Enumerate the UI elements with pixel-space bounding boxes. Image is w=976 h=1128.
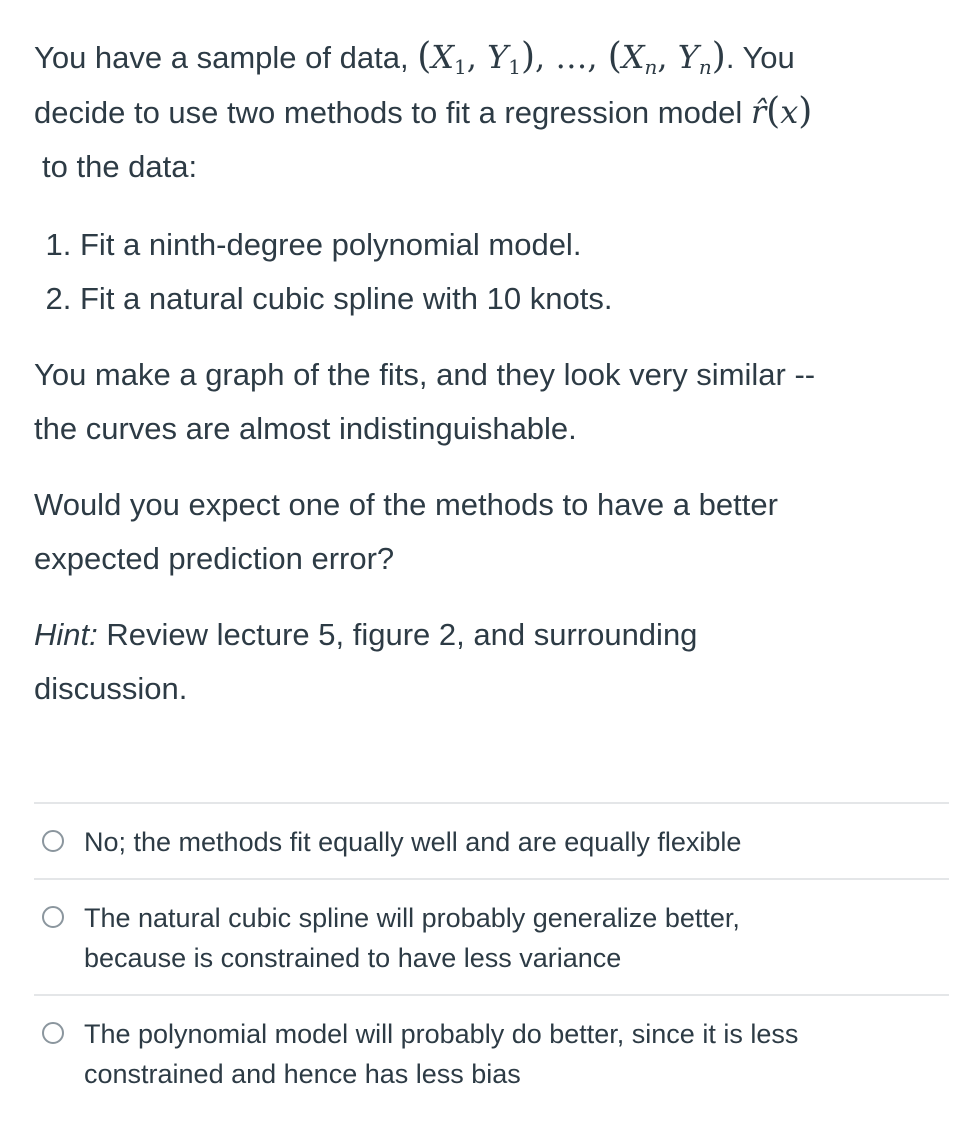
intro-suffix: . You <box>725 40 795 75</box>
question-body <box>34 30 949 716</box>
answer-label-2[interactable]: The natural cubic spline will probably generalize better, because is constrained to have less variance <box>84 903 740 973</box>
sample-math: ($X_1$, $Y_1$), …, ($X_n$, $Y_n$) <box>417 36 726 79</box>
hint-paragraph: Hint: Review lecture 5, figure 2, and surrounding discussion. <box>34 617 698 706</box>
hint-label: Hint: <box>34 617 98 652</box>
answer-option-2[interactable] <box>34 878 949 994</box>
fits-paragraph: You make a graph of the fits, and they look very similar -- the curves are almost indistinguishable. <box>34 357 816 446</box>
answer-label-3[interactable]: The polynomial model will probably do better, since it is less constrained and hence has less bias <box>84 1019 799 1089</box>
answer-label-1[interactable]: No; the methods fit equally well and are equally flexible <box>84 827 742 857</box>
model-math: r̂(x) <box>750 91 813 132</box>
method-item-2: 2. Fit a natural cubic spline with 10 knots. <box>80 272 949 326</box>
intro-prefix: You have a sample of data, <box>34 40 418 75</box>
intro-line2: decide to use two methods to fit a regression model <box>34 95 751 130</box>
answer-option-3[interactable] <box>34 994 949 1110</box>
radio-button-2[interactable] <box>42 906 64 928</box>
question-intro <box>34 30 949 194</box>
methods-list <box>34 218 949 326</box>
intro-line3: to the data: <box>42 149 198 184</box>
answer-options <box>34 802 949 1110</box>
radio-button-3[interactable] <box>42 1022 64 1044</box>
answer-option-1[interactable] <box>34 802 949 878</box>
method-item-1: 1. Fit a ninth-degree polynomial model. <box>80 218 949 272</box>
expect-paragraph: Would you expect one of the methods to have a better expected prediction error? <box>34 487 778 576</box>
radio-button-1[interactable] <box>42 830 64 852</box>
